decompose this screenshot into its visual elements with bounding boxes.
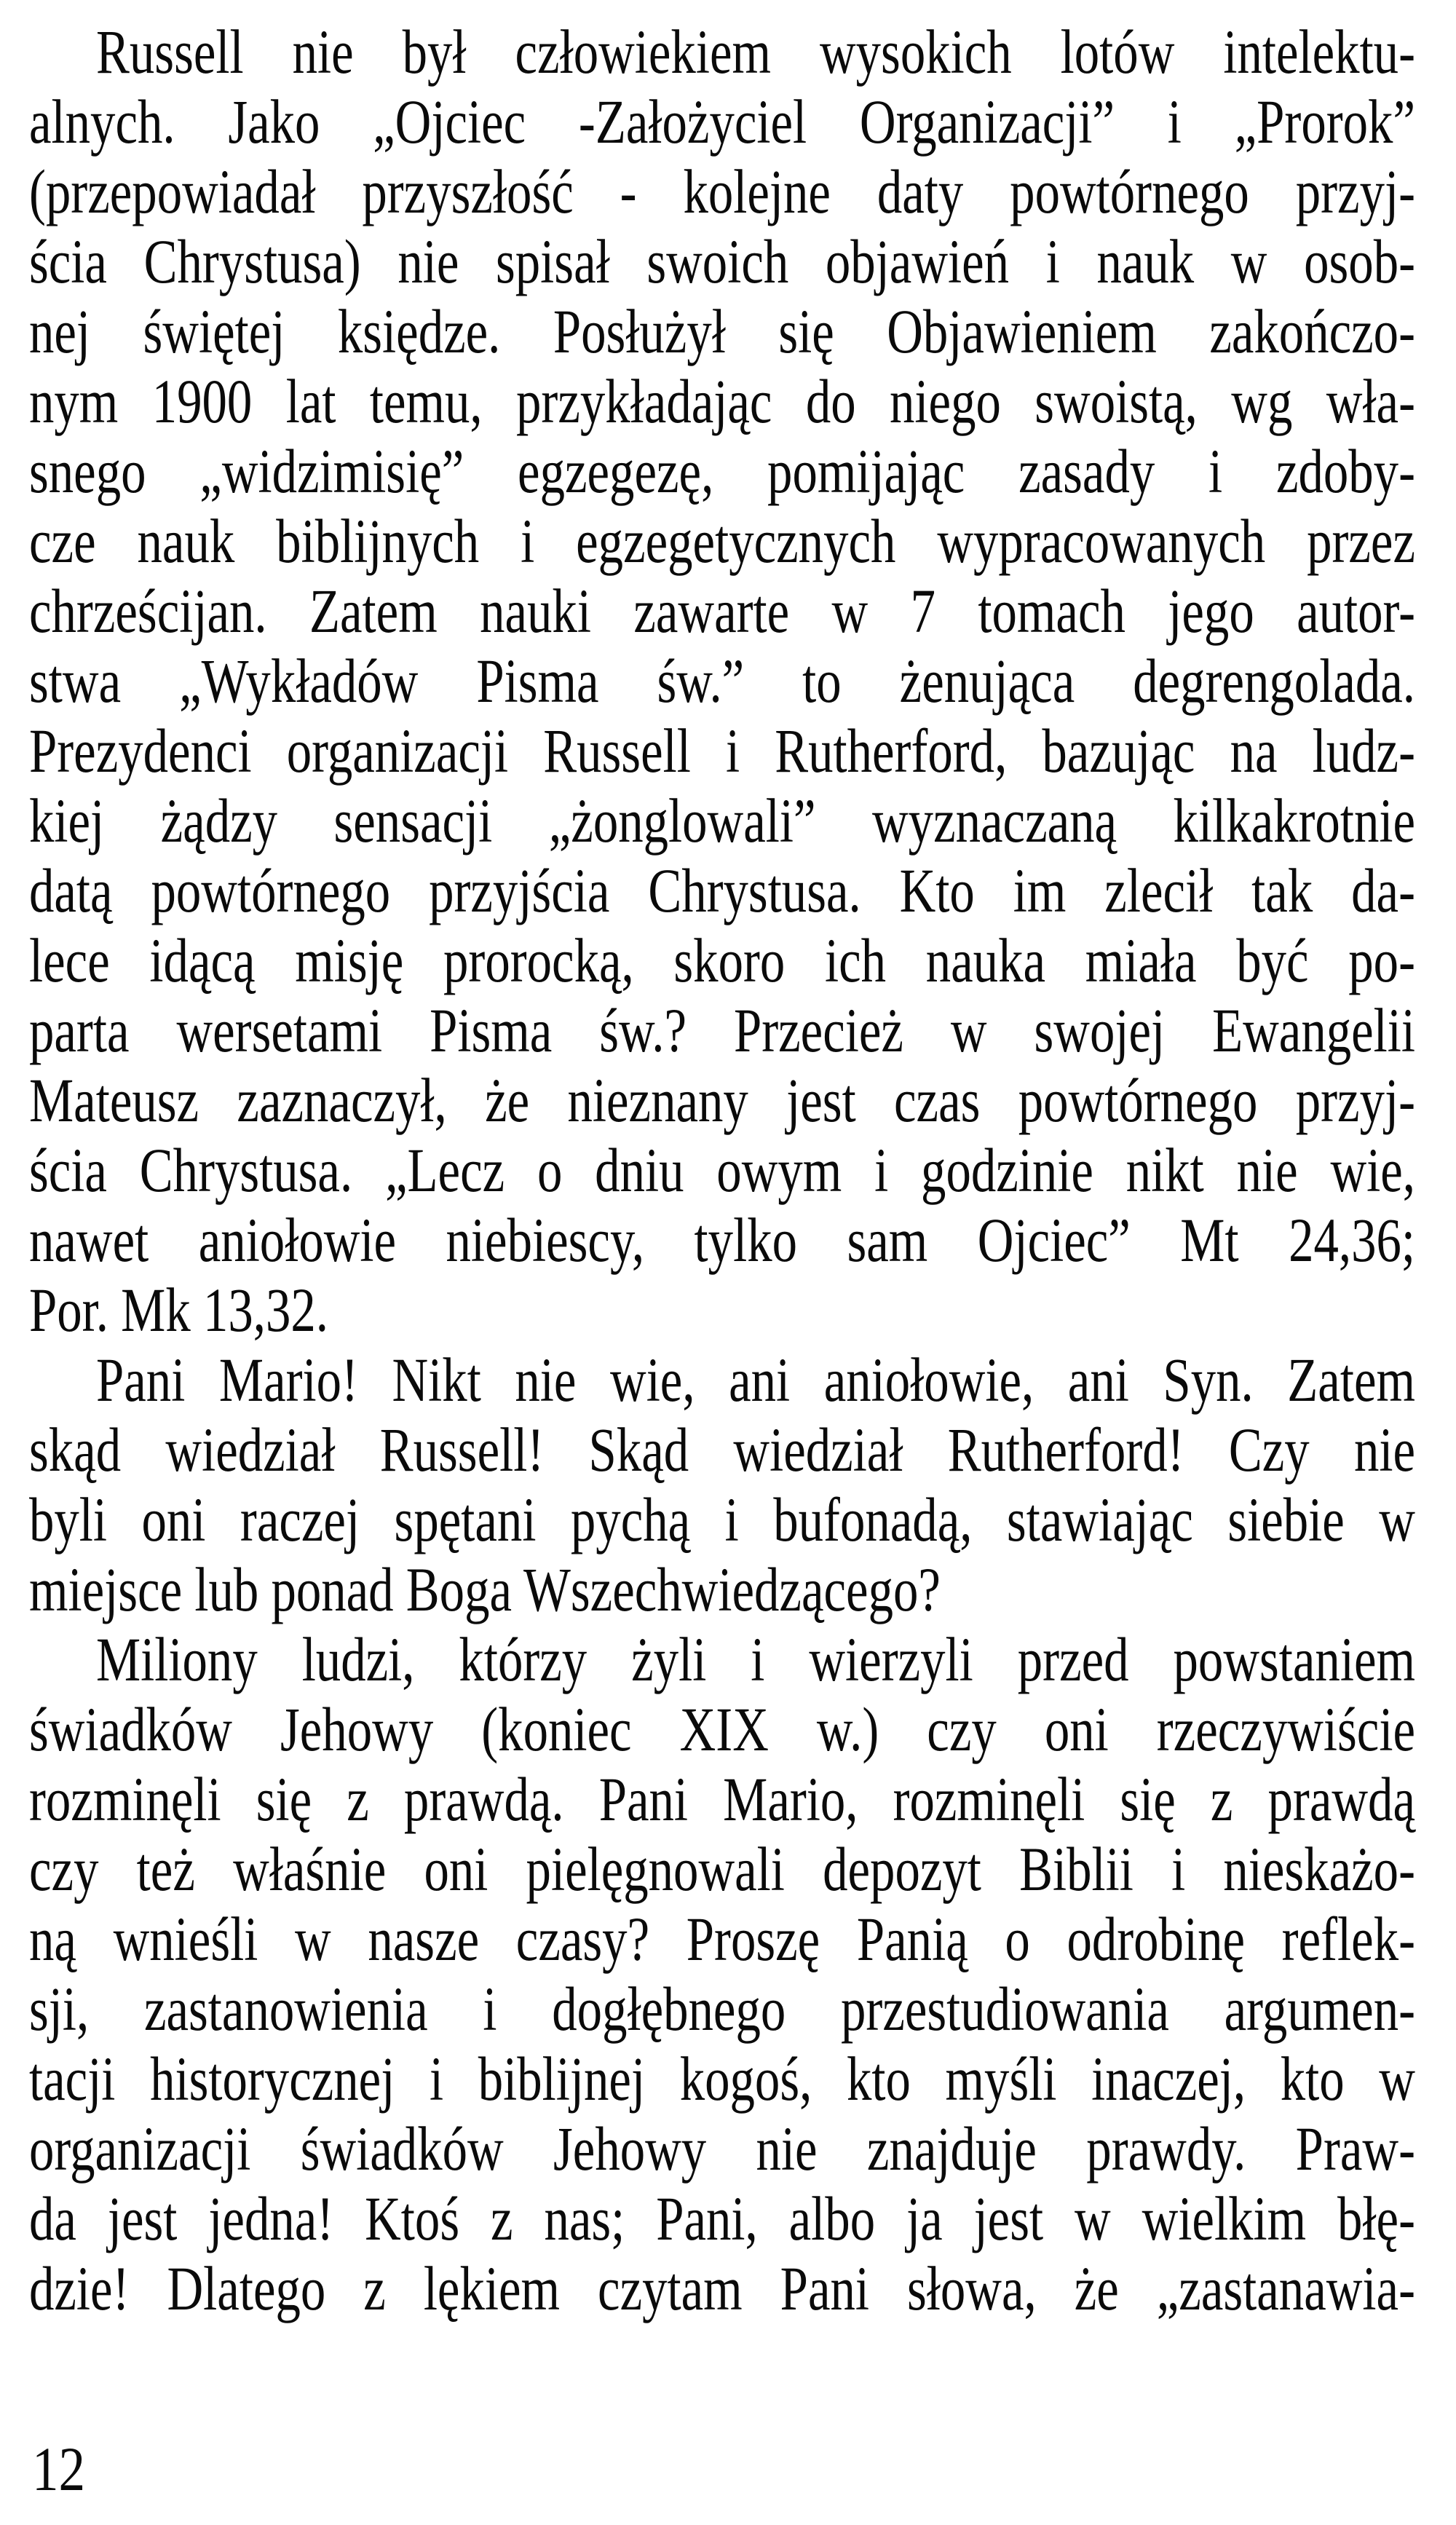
paragraph-3-line-10 — [29, 2253, 1415, 2328]
text-line: alnych. Jako „Ojciec -Założyciel Organizacji” i „Prorok” — [29, 87, 1415, 157]
paragraph-2-line-3 — [29, 1485, 1415, 1560]
paragraph-1-line-4 — [29, 226, 1415, 301]
text-line: snego „widzimisię” egzegezę, pomijając zasady i zdoby- — [29, 436, 1415, 506]
paragraph-1-line-9 — [29, 576, 1415, 651]
paragraph-3-line-2 — [29, 1694, 1415, 1769]
paragraph-1-line-7 — [29, 436, 1415, 511]
text-line: datą powtórnego przyjścia Chrystusa. Kto im zlecił tak da- — [29, 856, 1415, 925]
text-line: Russell nie był człowiekiem wysokich lotów intelektu- — [96, 17, 1415, 87]
text-line: czy też właśnie oni pielęgnowali depozyt Biblii i nieskażo- — [29, 1834, 1415, 1904]
text-line: Pani Mario! Nikt nie wie, ani aniołowie, ani Syn. Zatem — [96, 1345, 1415, 1415]
paragraph-3-line-6 — [29, 1974, 1415, 2049]
paragraph-1-line-14 — [29, 925, 1415, 1000]
text-line: skąd wiedział Russell! Skąd wiedział Rutherford! Czy nie — [29, 1415, 1415, 1485]
paragraph-3-line-3 — [29, 1764, 1415, 1839]
text-line: nej świętej księdze. Posłużył się Objawieniem zakończo- — [29, 296, 1415, 366]
text-line: byli oni raczej spętani pychą i bufonadą, stawiając siebie w — [29, 1485, 1415, 1554]
paragraph-1-line-3 — [29, 157, 1415, 232]
text-line: parta wersetami Pisma św.? Przecież w swojej Ewangelii — [29, 995, 1415, 1065]
text-line: ścia Chrystusa. „Lecz o dniu owym i godzinie nikt nie wie, — [29, 1135, 1415, 1205]
paragraph-1-line-5 — [29, 296, 1415, 371]
text-line: Mateusz zaznaczył, że nieznany jest czas powtórnego przyj- — [29, 1065, 1415, 1135]
text-line: ną wnieśli w nasze czasy? Proszę Panią o odrobinę reflek- — [29, 1904, 1415, 1974]
paragraph-1-line-8 — [29, 506, 1415, 581]
text-line: rozminęli się z prawdą. Pani Mario, rozminęli się z prawdą — [29, 1764, 1415, 1834]
paragraph-1-line-11 — [29, 716, 1415, 791]
paragraph-1-line-1 — [29, 17, 1415, 92]
paragraph-3-line-9 — [29, 2184, 1415, 2259]
paragraph-1-line-17 — [29, 1135, 1415, 1210]
text-line: organizacji świadków Jehowy nie znajduje prawdy. Praw- — [29, 2114, 1415, 2184]
paragraph-1-line-6 — [29, 366, 1415, 441]
text-line: chrześcijan. Zatem nauki zawarte w 7 tomach jego autor- — [29, 576, 1415, 646]
paragraph-1-line-12 — [29, 786, 1415, 861]
text-line: kiej żądzy sensacji „żonglowali” wyznaczaną kilkakrotnie — [29, 786, 1415, 856]
paragraph-1-line-10 — [29, 646, 1415, 721]
paragraph-2-line-1 — [29, 1345, 1415, 1420]
text-line: Por. Mk 13,32. — [29, 1275, 328, 1345]
text-line: lece idącą misję prorocką, skoro ich nauka miała być po- — [29, 925, 1415, 995]
paragraph-1-line-18 — [29, 1205, 1415, 1280]
text-line: Miliony ludzi, którzy żyli i wierzyli przed powstaniem — [96, 1624, 1415, 1694]
text-line: tacji historycznej i biblijnej kogoś, kto myśli inaczej, kto w — [29, 2044, 1415, 2114]
paragraph-3-line-4 — [29, 1834, 1415, 1909]
paragraph-1-line-19 — [29, 1275, 1415, 1350]
paragraph-1-line-2 — [29, 87, 1415, 162]
text-line: świadków Jehowy (koniec XIX w.) czy oni rzeczywiście — [29, 1694, 1415, 1764]
paragraph-2-line-4 — [29, 1554, 1415, 1629]
text-line: da jest jedna! Ktoś z nas; Pani, albo ja jest w wielkim błę- — [29, 2184, 1415, 2253]
text-line: miejsce lub ponad Boga Wszechwiedzącego? — [29, 1554, 941, 1624]
text-line: cze nauk biblijnych i egzegetycznych wypracowanych przez — [29, 506, 1415, 576]
body-text — [29, 17, 1415, 2328]
paragraph-3-line-7 — [29, 2044, 1415, 2119]
paragraph-3-line-1 — [29, 1624, 1415, 1699]
text-line: stwa „Wykładów Pisma św.” to żenująca degrengolada. — [29, 646, 1415, 716]
text-line: nym 1900 lat temu, przykładając do niego swoistą, wg wła- — [29, 366, 1415, 436]
text-line: Prezydenci organizacji Russell i Rutherford, bazując na ludz- — [29, 716, 1415, 786]
text-line: (przepowiadał przyszłość - kolejne daty powtórnego przyj- — [29, 157, 1415, 226]
page-number: 12 — [32, 2434, 86, 2504]
paragraph-3-line-5 — [29, 1904, 1415, 1979]
paragraph-2-line-2 — [29, 1415, 1415, 1490]
paragraph-1-line-15 — [29, 995, 1415, 1070]
paragraph-1-line-16 — [29, 1065, 1415, 1140]
paragraph-3-line-8 — [29, 2114, 1415, 2189]
text-line: ścia Chrystusa) nie spisał swoich objawień i nauk w osob- — [29, 226, 1415, 296]
text-line: sji, zastanowienia i dogłębnego przestudiowania argumen- — [29, 1974, 1415, 2044]
text-line: dzie! Dlatego z lękiem czytam Pani słowa, że „zastanawia- — [29, 2253, 1415, 2323]
paragraph-1-line-13 — [29, 856, 1415, 930]
text-line: nawet aniołowie niebiescy, tylko sam Ojciec” Mt 24,36; — [29, 1205, 1415, 1275]
